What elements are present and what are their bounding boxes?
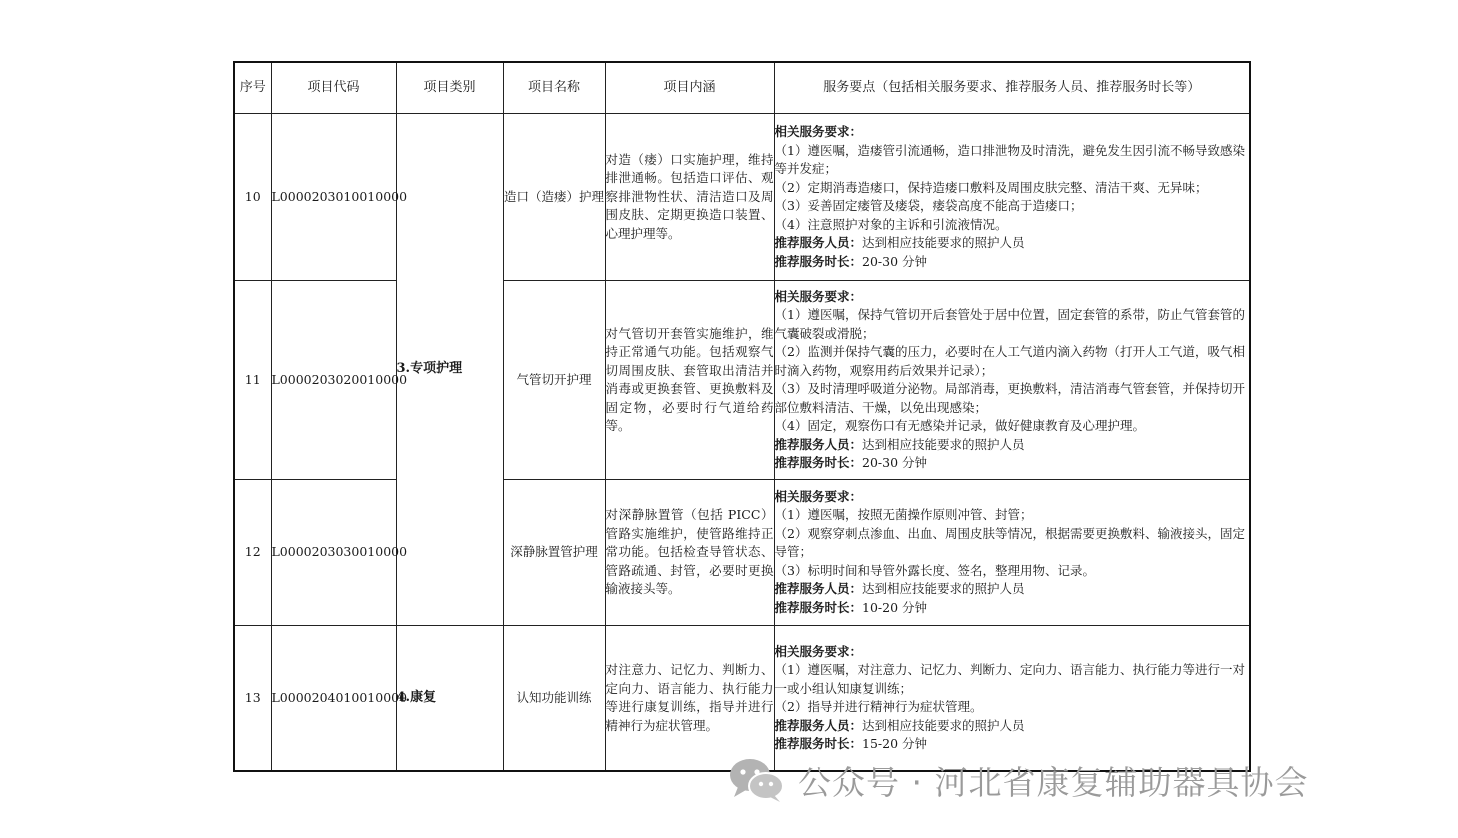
category-cell: 3.专项护理: [396, 114, 503, 626]
req-item: （1）遵医嘱，保持气管切开后套管处于居中位置，固定套管的系带，防止气管套管的气囊破裂或滑脱；: [774, 307, 1245, 341]
time-value: 10-20 分钟: [862, 599, 928, 615]
req-item: （2）定期消毒造瘘口，保持造瘘口敷料及周围皮肤完整、清洁干爽、无异味；: [774, 179, 1208, 195]
req-item: （2）指导并进行精神行为症状管理。: [774, 699, 983, 714]
time-label: 推荐服务时长：: [774, 253, 863, 269]
watermark-text: 公众号 · 河北省康复辅助器具协会: [798, 762, 1309, 802]
staff-value: 达到相应技能要求的照护人员: [862, 436, 1025, 452]
scope-cell: 对气管切开套管实施维护，维持正常通气功能。包括观察气切周围皮肤、套管取出清洁并消毒或更换套管、更换敷料及固定物，必要时行气道给药等。: [605, 281, 774, 480]
req-item: （3）标明时间和导管外露长度、签名，整理用物、记录。: [774, 562, 1095, 578]
req-item: （3）及时清理呼吸道分泌物。局部消毒，更换敷料，清洁消毒气管套管，并保持切开部位敷料清洁、干燥，以免出现感染；: [774, 381, 1245, 415]
points-cell: [774, 114, 1250, 281]
table-row: [234, 626, 1250, 772]
header-points: 服务要点（包括相关服务要求、推荐服务人员、推荐服务时长等）: [774, 62, 1250, 114]
watermark: [728, 752, 1308, 808]
seq-cell: 13: [234, 626, 271, 772]
staff-value: 达到相应技能要求的照护人员: [862, 581, 1025, 597]
time-value: 20-30 分钟: [862, 253, 928, 269]
seq-cell: 12: [234, 480, 271, 626]
time-label: 推荐服务时长：: [774, 455, 863, 470]
points-cell: [774, 480, 1250, 626]
table-row: [234, 281, 1250, 480]
req-title: 相关服务要求：: [774, 643, 863, 659]
req-item: （2）观察穿刺点渗血、出血、周围皮肤等情况，根据需要更换敷料、输液接头，固定导管；: [774, 525, 1245, 560]
table-row: [234, 114, 1250, 281]
wechat-icon: [728, 757, 786, 803]
header-row: [234, 62, 1250, 114]
table-row: [234, 480, 1250, 626]
header-name: 项目名称: [503, 62, 605, 114]
staff-value: 达到相应技能要求的照护人员: [862, 235, 1025, 250]
req-title: 相关服务要求：: [774, 488, 863, 504]
name-cell: 气管切开护理: [503, 281, 605, 480]
points-cell: [774, 281, 1250, 480]
staff-label: 推荐服务人员：: [774, 436, 863, 452]
seq-cell: 10: [234, 114, 271, 281]
points-cell: [774, 626, 1250, 772]
staff-label: 推荐服务人员：: [774, 581, 863, 597]
code-cell: L0000204010010000: [271, 626, 396, 772]
time-value: 15-20 分钟: [862, 736, 928, 751]
header-scope: 项目内涵: [605, 62, 774, 114]
category-cell: 4.康复: [396, 626, 503, 772]
service-items-table: [233, 61, 1251, 772]
scope-cell: 对注意力、记忆力、判断力、定向力、语言能力、执行能力等进行康复训练，指导并进行精神行为症状管理。: [605, 626, 774, 772]
code-cell: L0000203010010000: [271, 114, 396, 281]
staff-label: 推荐服务人员：: [774, 235, 863, 250]
req-title: 相关服务要求：: [774, 124, 863, 139]
req-item: （4）固定，观察伤口有无感染并记录，做好健康教育及心理护理。: [774, 418, 1145, 433]
code-cell: L0000203020010000: [271, 281, 396, 480]
req-item: （4）注意照护对象的主诉和引流液情况。: [774, 216, 1008, 232]
code-cell: L0000203030010000: [271, 480, 396, 626]
scope-cell: 对深静脉置管（包括 PICC）管路实施维护，使管路维持正常功能。包括检查导管状态、管路疏通、封管，必要时更换输液接头等。: [605, 480, 774, 626]
time-value: 20-30 分钟: [862, 455, 928, 470]
staff-value: 达到相应技能要求的照护人员: [862, 717, 1025, 733]
req-item: （1）遵医嘱，按照无菌操作原则冲管、封管；: [774, 507, 1033, 523]
req-item: （1）遵医嘱，对注意力、记忆力、判断力、定向力、语言能力、执行能力等进行一对一或小组认知康复训练；: [774, 662, 1245, 696]
time-label: 推荐服务时长：: [774, 736, 863, 751]
time-label: 推荐服务时长：: [774, 599, 863, 615]
req-item: （1）遵医嘱，造瘘管引流通畅，造口排泄物及时清洗，避免发生因引流不畅导致感染等并发症；: [774, 142, 1245, 176]
header-category: 项目类别: [396, 62, 503, 114]
header-seq: 序号: [234, 62, 271, 114]
name-cell: 认知功能训练: [503, 626, 605, 772]
seq-cell: 11: [234, 281, 271, 480]
staff-label: 推荐服务人员：: [774, 717, 863, 733]
req-title: 相关服务要求：: [774, 288, 863, 304]
header-code: 项目代码: [271, 62, 396, 114]
req-item: （3）妥善固定瘘管及瘘袋，瘘袋高度不能高于造瘘口；: [774, 198, 1083, 213]
req-item: （2）监测并保持气囊的压力，必要时在人工气道内滴入药物（打开人工气道，吸气相时滴入药物，观察用药后效果并记录）；: [774, 344, 1245, 378]
name-cell: 造口（造瘘）护理: [503, 114, 605, 281]
scope-cell: 对造（瘘）口实施护理，维持排泄通畅。包括造口评估、观察排泄物性状、清洁造口及周围皮肤、定期更换造口装置、心理护理等。: [605, 114, 774, 281]
name-cell: 深静脉置管护理: [503, 480, 605, 626]
